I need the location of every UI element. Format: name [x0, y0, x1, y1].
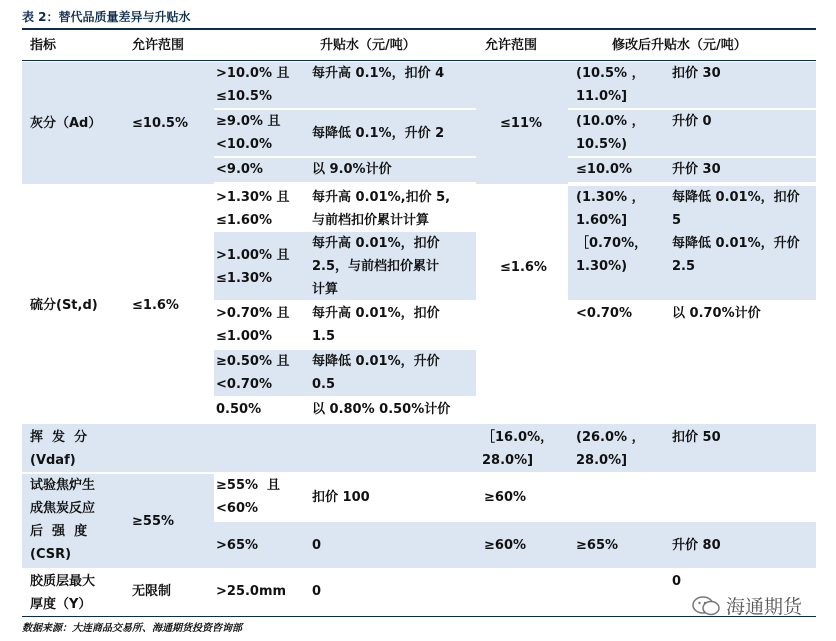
ash-rrule-3: 升价 30 [672, 162, 721, 177]
s-cond-5: 0.50% [216, 402, 262, 417]
s-rule-1: 每升高 0.01%,扣价 5, 与前档扣价累计计算 [312, 190, 451, 228]
s-cond-3: >0.70% 且 ≤1.00% [216, 306, 290, 344]
y-rrule: 0 [672, 574, 682, 589]
y-name: 胶质层最大 厚度（Y） [30, 574, 96, 612]
s-rcond-2: ［0.70%， 1.30%) [576, 236, 648, 274]
csr-name: 试验焦炉生 成焦炭反应 后 强 度 (CSR) [30, 478, 96, 562]
ash-rrule-2: 升价 0 [672, 114, 712, 129]
volatile-range-2: ［16.0%， 28.0%] [482, 430, 554, 468]
sulfur-name: 硫分(St,d) [30, 298, 98, 313]
y-cond: >25.0mm [216, 584, 287, 599]
header-premium: 升贴水（元/吨） [320, 38, 416, 53]
volatile-name: 挥 发 分 (Vdaf) [30, 430, 88, 468]
ash-cond-3: <9.0% [216, 162, 263, 177]
header-rule [22, 60, 816, 61]
watermark-text: 海通期货 [726, 596, 803, 618]
header-revised-premium: 修改后升贴水（元/吨） [612, 38, 747, 53]
ash-rcond-3: ≤10.0% [576, 162, 632, 177]
csr-range2-1: ≥60% [484, 490, 527, 505]
csr-rule-1: 扣价 100 [312, 490, 370, 505]
top-rule [22, 28, 816, 30]
header-allowed-range-2: 允许范围 [485, 38, 538, 53]
csr-rcond-2: ≥65% [576, 538, 619, 553]
sulfur-range: ≤1.6% [132, 298, 179, 313]
volatile-rrule: 扣价 50 [672, 430, 721, 445]
ash-range: ≤10.5% [132, 116, 188, 131]
s-rrule-3: 以 0.70%计价 [672, 306, 761, 321]
y-range: 无限制 [132, 584, 172, 599]
csr-rrule-2: 升价 80 [672, 538, 721, 553]
ash-rule-1: 每升高 0.1%，扣价 4 [312, 66, 445, 81]
ash-cond-2: ≥9.0% 且 <10.0% [216, 114, 281, 152]
s-cond-4: ≥0.50% 且 <0.70% [216, 354, 290, 392]
ash-rule-2: 每降低 0.1%，升价 2 [312, 126, 445, 141]
ash-rcond-1: (10.5% ， 11.0%] [576, 66, 645, 104]
s-rcond-3: <0.70% [576, 306, 632, 321]
s-rcond-1: (1.30% ， 1.60%] [576, 190, 645, 228]
csr-cond-1: ≥55% 且 <60% [216, 478, 281, 516]
s-rrule-2: 每降低 0.01%，升价 2.5 [672, 236, 800, 274]
ash-rcond-2: (10.0% ， 10.5%) [576, 114, 645, 152]
s-cond-1: >1.30% 且 ≤1.60% [216, 190, 290, 228]
sulfur-range-2: ≤1.6% [500, 260, 547, 275]
s-rule-3: 每升高 0.01%，扣价 1.5 [312, 306, 440, 344]
s-rrule-1: 每降低 0.01%，扣价 5 [672, 190, 800, 228]
ash-range-2: ≤11% [500, 116, 543, 131]
ash-rule-3: 以 9.0%计价 [312, 162, 392, 177]
s-rule-5: 以 0.80% 0.50%计价 [312, 402, 451, 417]
ash-cond-1: >10.0% 且 ≤10.5% [216, 66, 290, 104]
header-allowed-range: 允许范围 [132, 38, 185, 53]
s-rule-2: 每升高 0.01%，扣价 2.5，与前档扣价累计 计算 [312, 236, 440, 297]
table-caption: 表 2：替代品质量差异与升贴水 [22, 10, 191, 24]
watermark [692, 592, 802, 619]
wechat-icon [692, 595, 720, 617]
csr-cond-2: >65% [216, 538, 259, 553]
source-note: 数据来源：大连商品交易所、海通期货投资咨询部 [22, 623, 242, 634]
y-rule: 0 [312, 584, 322, 599]
s-rule-4: 每降低 0.01%，升价 0.5 [312, 354, 440, 392]
s-cond-2: >1.00% 且 ≤1.30% [216, 248, 290, 286]
csr-range: ≥55% [132, 514, 175, 529]
ash-name: 灰分（Ad） [30, 116, 102, 131]
csr-rule-2: 0 [312, 538, 322, 553]
csr-range2-2: ≥60% [484, 538, 527, 553]
header-indicator: 指标 [30, 38, 57, 53]
ash-rrule-1: 扣价 30 [672, 66, 721, 81]
volatile-rcond: (26.0% ， 28.0%] [576, 430, 645, 468]
